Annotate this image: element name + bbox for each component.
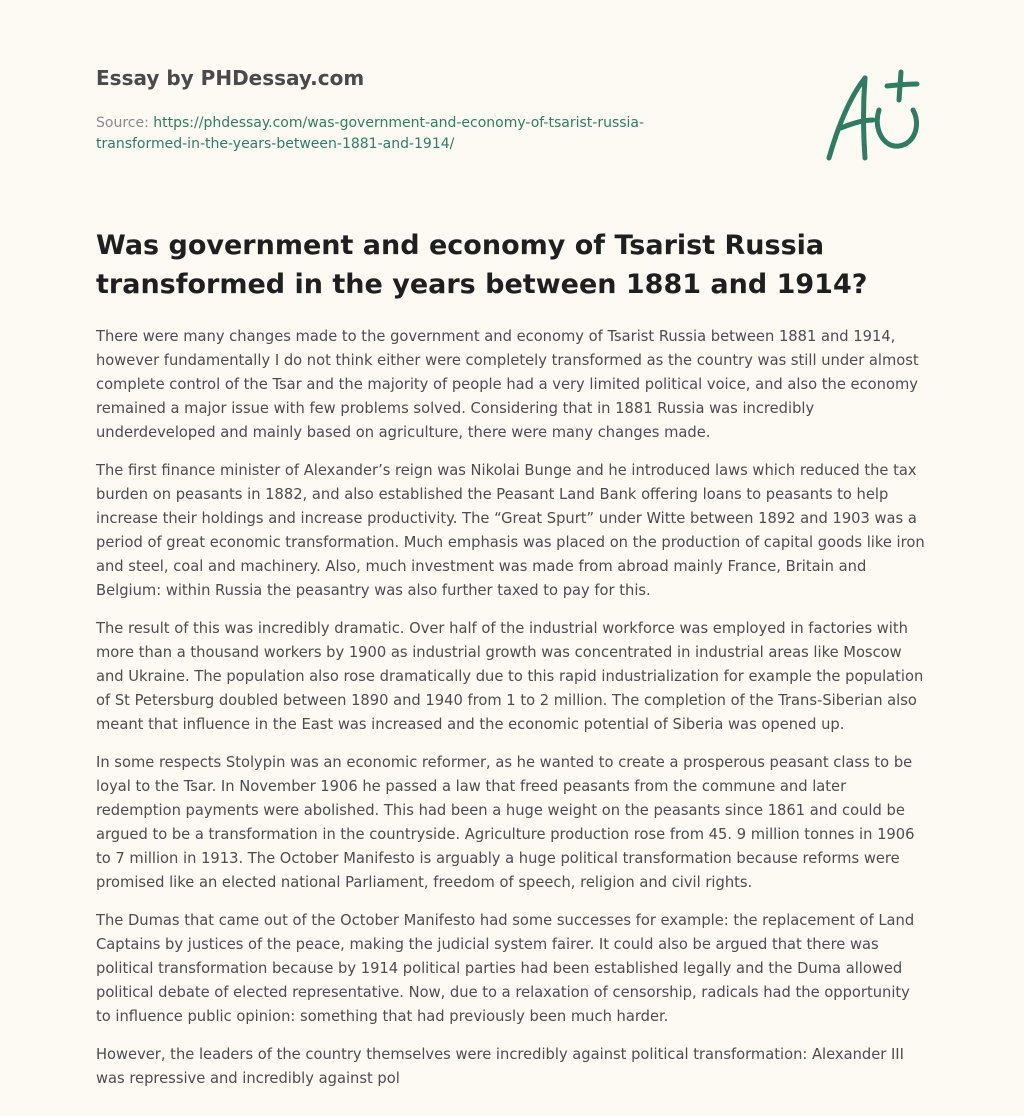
source-link-line1: https://phdessay.com/was-government-and-economy-of-tsarist-russia- (153, 115, 645, 131)
site-title: Essay by PHDessay.com (96, 66, 365, 90)
source-link-line2: transformed-in-the-years-between-1881-and-1914/ (96, 136, 455, 152)
a-plus-grade-logo-icon (823, 68, 925, 162)
source-label: Source: (96, 115, 149, 131)
essay-title: Was government and economy of Tsarist Russia transformed in the years between 1881 and 1914? (96, 230, 868, 300)
essay-paragraph: In some respects Stolypin was an economic reformer, as he wanted to create a prosperous peasant class to be loyal to the Tsar. In November 1906 he passed a law that freed peasants from the commune and later redemption payments were abolished. This had been a huge weight on the peasants since 1861 and could be argued to be a transformation in the countryside. Agriculture production rose from 45. 9 million tonnes in 1906 to 7 million in 1913. The October Manifesto is arguably a huge political transformation because reforms were promised like an elected national Parliament, freedom of speech, religion and civil rights. (96, 754, 915, 891)
source-line (96, 113, 716, 155)
essay-paragraph: There were many changes made to the government and economy of Tsarist Russia between 1881 and 1914, however fundamentally I do not think either were completely transformed as the country was still under almost complete control of the Tsar and the majority of people had a very limited political voice, and also the economy remained a major issue with few problems solved. Considering that in 1881 Russia was incredibly underdeveloped and mainly based on agriculture, there were many changes made. (96, 328, 919, 441)
essay-paragraph: The Dumas that came out of the October Manifesto had some successes for example: the replacement of Land Captains by justices of the peace, making the judicial system fairer. It could also be argued that there was political transformation because by 1914 political parties had been established legally and the Duma allowed political debate of elected representative. Now, due to a relaxation of censorship, radicals had the opportunity to influence public opinion: something that had previously been much harder. (96, 912, 915, 1025)
essay-paragraph: The result of this was incredibly dramatic. Over half of the industrial workforce was employed in factories with more than a thousand workers by 1900 as industrial growth was concentrated in industrial areas like Moscow and Ukraine. The population also rose dramatically due to this rapid industrialization for example the population of St Petersburg doubled between 1890 and 1940 from 1 to 2 million. The completion of the Trans-Siberian also meant that influence in the East was increased and the economic potential of Siberia was opened up. (96, 620, 924, 733)
source-link[interactable] (96, 115, 644, 152)
essay-body (96, 325, 928, 1105)
essay-paragraph: The first finance minister of Alexander’s reign was Nikolai Bunge and he introduced laws which reduced the tax burden on peasants in 1882, and also established the Peasant Land Bank offering loans to peasants to help increase their holdings and increase productivity. The “Great Spurt” under Witte between 1892 and 1903 was a period of great economic transformation. Much emphasis was placed on the production of capital goods like iron and steel, coal and machinery. Also, much investment was made from abroad mainly France, Britain and Belgium: within Russia the peasantry was also further taxed to pay for this. (96, 462, 925, 599)
essay-paragraph: However, the leaders of the country themselves were incredibly against political transformation: Alexander III was repressive and incredibly against pol (96, 1046, 904, 1087)
